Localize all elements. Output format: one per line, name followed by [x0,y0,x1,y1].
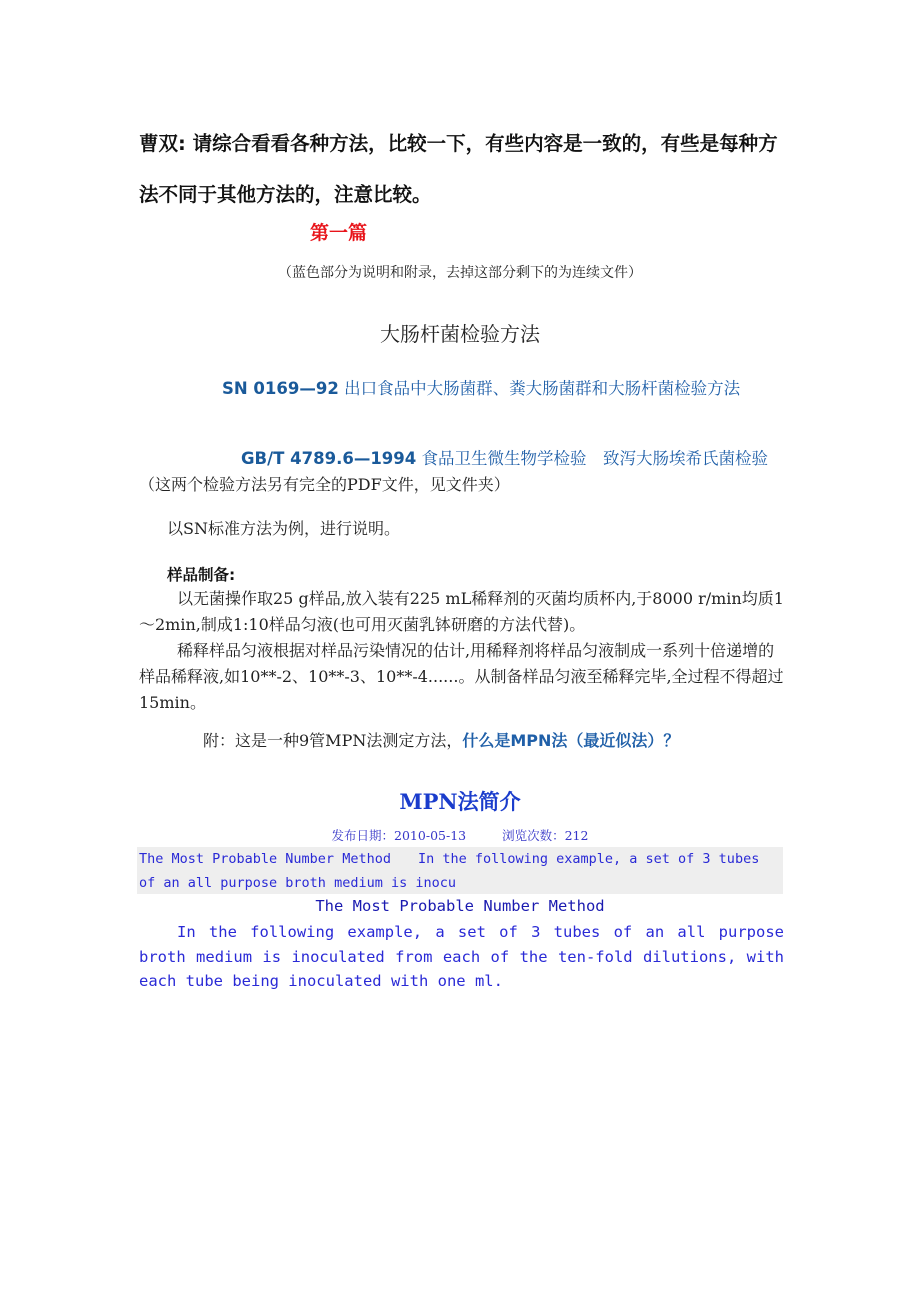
standard-code: SN 0169—92 [222,379,339,398]
blue-section-note: （蓝色部分为说明和附录，去掉这部分剩下的为连续文件） [278,265,642,281]
document-title: 大肠杆菌检验方法 [380,322,540,346]
part-title: 第一篇 [310,222,368,244]
standard-title: 出口食品中大肠菌群、粪大肠菌群和大肠杆菌检验方法 [344,379,741,398]
sample-prep-heading: 样品制备: [167,566,236,584]
standard-note: （这两个检验方法另有完全的PDF文件，见文件夹） [139,475,510,494]
standard-title: 食品卫生微生物学检验 致泻大肠埃希氏菌检验 [421,449,768,468]
sample-prep-body [139,586,784,716]
article-meta [0,826,920,844]
appendix-prefix: 附：这是一种9管MPN法测定方法， [203,731,463,750]
sample-prep-paragraph: 以无菌操作取25 g样品,放入装有225 mL稀释剂的灭菌均质杯内,于8000 r/min均质1～2min,制成1:10样品匀液(也可用灭菌乳钵研磨的方法代替)。 [139,589,784,634]
intro-paragraph: 曹双: 请综合看看各种方法，比较一下，有些内容是一致的，有些是每种方法不同于其他方法的，注意比较。 [139,132,778,206]
article-body: In the following example, a set of 3 tubes of an all purpose broth medium is inoculated from each of the ten-fold dilutions, with each tube being inoculated with one ml. [139,923,784,990]
standard-gb [139,446,784,498]
standard-code: GB/T 4789.6—1994 [241,449,417,468]
mpn-article-title: MPN法简介 [399,789,521,814]
appendix-highlight: 什么是MPN法（最近似法）？ [462,731,680,750]
sample-prep-paragraph: 稀释样品匀液根据对样品污染情况的估计,用稀释剂将样品匀液制成一系列十倍递增的样品稀释液,如10**-2、10**-3、10**-4......。从制备样品匀液至稀释完毕,全过程不得超过15min。 [139,641,784,712]
sn-example-text: 以SN标准方法为例，进行说明。 [167,519,400,538]
article-heading: The Most Probable Number Method [315,897,605,915]
view-count: 浏览次数：212 [502,828,589,843]
standard-sn [139,376,784,402]
article-summary: The Most Probable Number Method In the following example, a set of 3 tubes of an all purpose broth medium is inocu [137,847,783,894]
publish-date: 发布日期：2010-05-13 [331,828,467,843]
appendix-line [139,728,784,754]
